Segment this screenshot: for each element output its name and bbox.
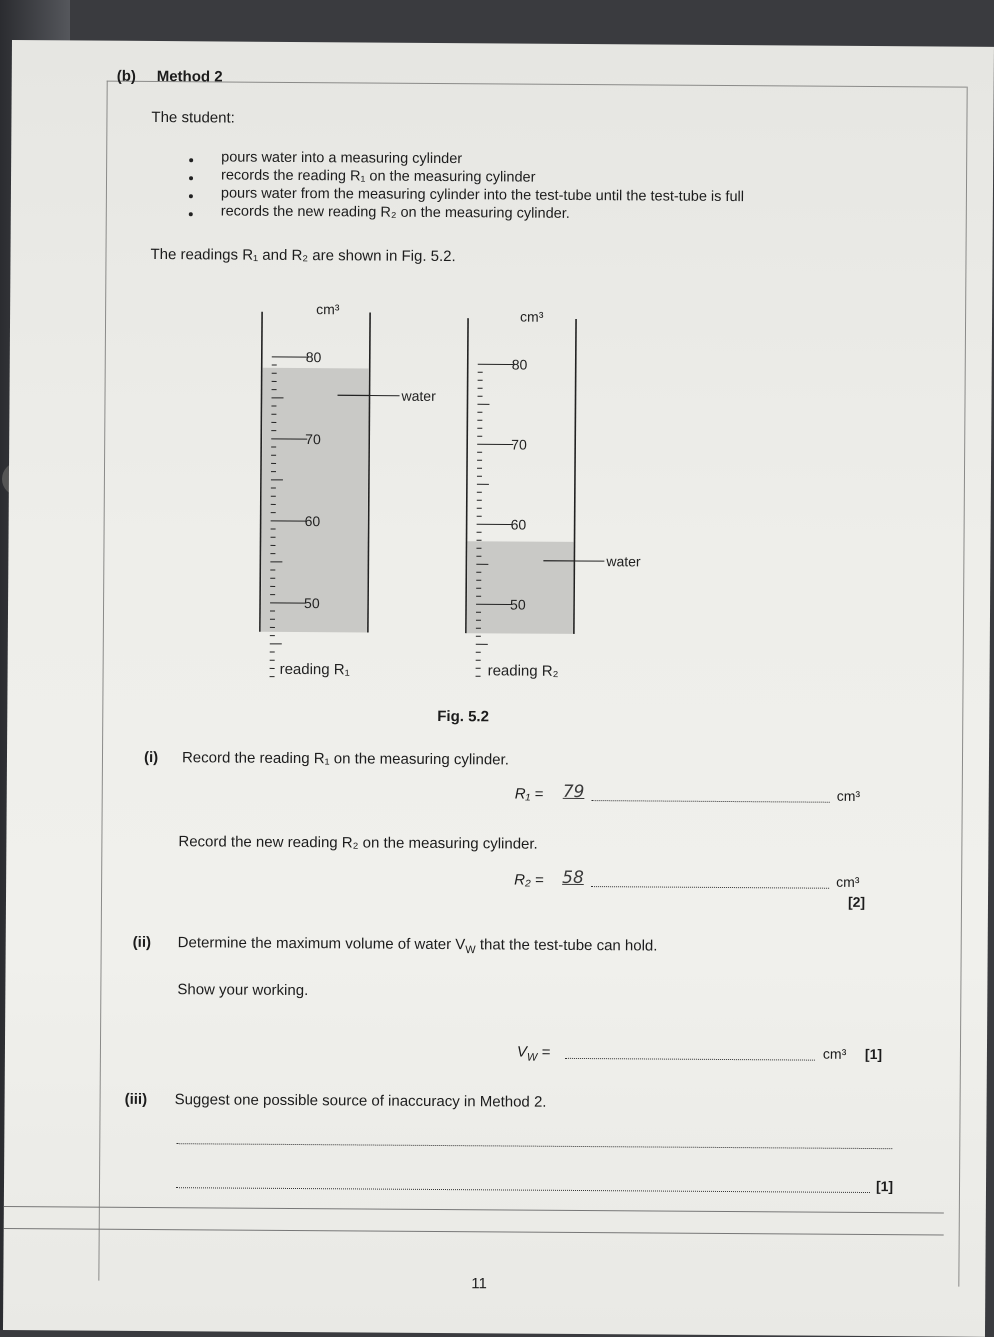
scale-label: 50: [510, 596, 526, 612]
scale-label: 50: [304, 595, 320, 611]
scale-label: 70: [305, 431, 321, 447]
bullet-icon: [189, 158, 193, 162]
bottom-rule: [4, 1228, 944, 1236]
bullet-icon: [189, 194, 193, 198]
answer-line[interactable]: [176, 1143, 892, 1149]
handwritten-answer: 79: [563, 782, 585, 802]
question-prompt: Record the reading R₁ on the measuring cylinder.: [182, 749, 509, 768]
handwritten-answer: 58: [562, 868, 584, 888]
unit-label: cm³: [823, 1046, 846, 1062]
steps-list: [12, 40, 994, 47]
bullet-icon: [189, 176, 193, 180]
scale-label: 80: [306, 349, 322, 365]
figure-5-2: [238, 282, 661, 685]
bullet-icon: [189, 212, 193, 216]
scale-ticks: [476, 364, 514, 684]
marks-label: [1]: [865, 1046, 882, 1062]
unit-label: cm³: [520, 309, 544, 325]
question-prompt: Suggest one possible source of inaccuracy in Method 2.: [175, 1091, 547, 1111]
subscript: W: [465, 944, 475, 956]
answer-label: R₂ =: [514, 872, 544, 889]
unit-label: cm³: [316, 301, 340, 317]
working-instruction: Show your working.: [177, 981, 308, 999]
cylinder-caption: reading R₁: [280, 661, 350, 678]
answer-label: R₁ =: [515, 786, 544, 803]
marks-label: [1]: [876, 1178, 893, 1194]
intro-text: The student:: [151, 109, 235, 127]
label-text: V: [517, 1044, 527, 1061]
answer-line[interactable]: [176, 1187, 870, 1193]
readings-sentence: The readings R₁ and R₂ are shown in Fig. 5.2.: [150, 246, 455, 265]
marks-label: [2]: [848, 894, 865, 910]
step-item: records the new reading R₂ on the measuring cylinder.: [221, 203, 570, 221]
cylinder-wall: [574, 319, 576, 634]
answer-line[interactable]: [591, 886, 829, 889]
scale-label: 70: [511, 436, 527, 452]
unit-label: cm³: [837, 788, 860, 804]
scale-label: 60: [305, 513, 321, 529]
water-column: [467, 541, 574, 634]
step-item: records the reading R₁ on the measuring cylinder: [221, 167, 536, 185]
page-frame: [107, 81, 967, 88]
water-label: water: [400, 388, 436, 404]
unit-label: cm³: [836, 874, 859, 890]
exam-page: [3, 40, 994, 1337]
cylinder-wall: [368, 313, 370, 633]
scale-label: 80: [512, 356, 528, 372]
part-title: Method 2: [157, 68, 223, 85]
subscript: W: [527, 1052, 537, 1064]
step-item: pours water into a measuring cylinder: [221, 149, 462, 167]
scale-label: 60: [511, 516, 527, 532]
question-prompt: [178, 934, 658, 957]
question-number: (ii): [133, 934, 151, 951]
water-label: water: [605, 553, 641, 569]
question-prompt: Record the new reading R₂ on the measuring cylinder.: [178, 833, 537, 853]
question-number: (iii): [125, 1091, 148, 1108]
step-item: pours water from the measuring cylinder into the test-tube until the test-tube is full: [221, 185, 744, 205]
prompt-text: that the test-tube can hold.: [476, 936, 658, 954]
answer-line[interactable]: [565, 1058, 815, 1061]
answer-line[interactable]: [592, 800, 830, 803]
page-frame: [98, 81, 107, 1281]
answer-label: [517, 1044, 550, 1064]
water-column: [261, 368, 369, 633]
question-number: (i): [144, 749, 158, 766]
page-number: 11: [471, 1275, 487, 1292]
label-text: =: [537, 1044, 550, 1061]
cylinder-caption: reading R₂: [488, 662, 559, 679]
part-label: (b): [117, 68, 136, 85]
bottom-rule: [4, 1206, 944, 1214]
figure-title: Fig. 5.2: [437, 708, 489, 725]
prompt-text: Determine the maximum volume of water V: [178, 934, 466, 953]
page-frame: [958, 87, 967, 1287]
